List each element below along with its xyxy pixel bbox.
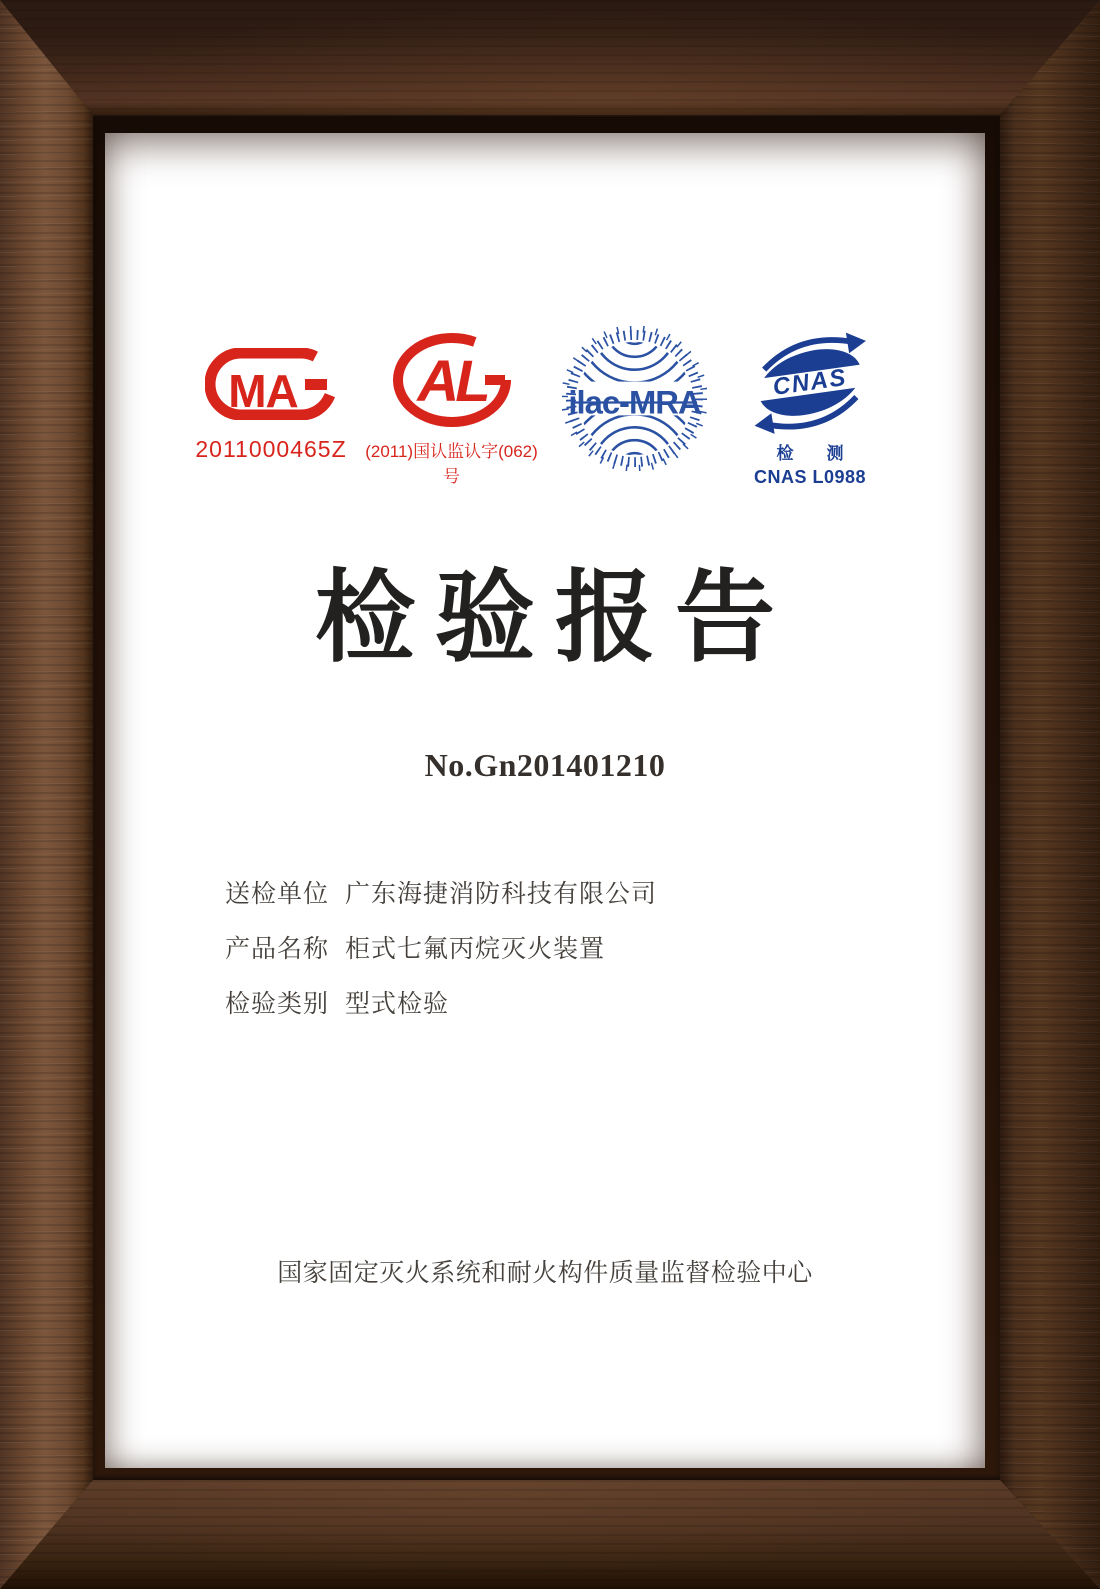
cal-logo [363, 333, 540, 487]
field-row-product [225, 922, 657, 977]
cma-letters: MA [228, 365, 298, 417]
cal-cert-number: (2011)国认监认字(062)号 [365, 442, 538, 486]
report-title: 检验报告 [315, 562, 795, 674]
field-label: 检验类别 [225, 990, 330, 1018]
cma-mark-icon [205, 348, 337, 420]
cnas-letters: CNAS [771, 363, 849, 401]
cnas-jiance-label: 检 测 [776, 444, 852, 463]
field-label: 产品名称 [225, 935, 330, 963]
frame-left-bar [0, 0, 93, 1589]
certificate-paper [105, 133, 985, 1468]
frame-right-bar [1000, 0, 1100, 1589]
report-fields [225, 867, 657, 1032]
frame-top-bar [0, 0, 1100, 115]
field-row-inspection-type [225, 977, 657, 1032]
ilac-mra-mark-icon [562, 326, 707, 471]
cma-cert-number: 2011000465Z [195, 436, 347, 462]
issuing-organization: 国家固定灭火系统和耐火构件质量监督检验中心 [277, 1259, 813, 1287]
ilac-mra-label: ilac-MRA [568, 383, 701, 421]
field-label: 送检单位 [225, 880, 330, 908]
report-number: No.Gn201401210 [424, 747, 666, 783]
field-value: 广东海捷消防科技有限公司 [345, 880, 658, 908]
field-value: 型式检验 [345, 990, 450, 1018]
cnas-logo [735, 328, 885, 488]
ilac-mra-logo [562, 326, 707, 471]
cnas-mark-icon [742, 328, 878, 437]
cnas-lab-number: CNAS L0988 [753, 467, 867, 487]
frame-bottom-bar [0, 1480, 1100, 1589]
cal-letters: AL [416, 349, 487, 414]
field-value: 柜式七氟丙烷灭火装置 [345, 935, 606, 963]
field-row-submitter [225, 867, 657, 922]
cal-mark-icon [393, 333, 511, 427]
